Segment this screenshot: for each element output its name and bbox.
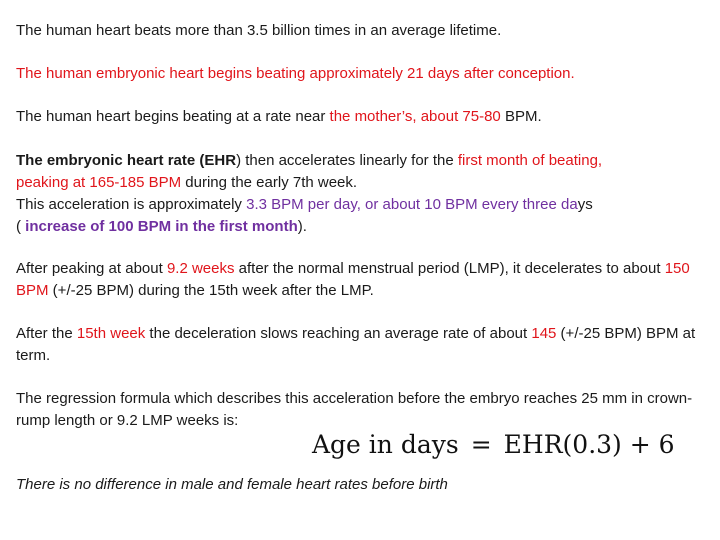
paragraph-heart-beats-lifetime	[16, 20, 706, 42]
text: After the	[16, 325, 77, 342]
formula-lhs: Age in days	[312, 430, 459, 459]
text: (+/-25 BPM) BPM at term.	[16, 325, 696, 364]
text: BPM.	[500, 108, 542, 125]
text: After peaking at about	[16, 260, 167, 277]
highlight-first-month: first month of beating,	[457, 152, 603, 169]
regression-formula	[312, 428, 712, 462]
paragraph-term-rate	[16, 323, 706, 367]
text: ys	[577, 196, 593, 213]
text: during the early 7th week.	[181, 174, 358, 191]
highlight-145: 145	[531, 325, 557, 342]
paragraph-deceleration	[16, 258, 706, 302]
highlight-150-bpm: 150 BPM	[16, 260, 690, 299]
highlight-mother-rate: the mother’s, about 75-80	[329, 108, 501, 125]
bold-ehr-term: The embryonic heart rate (EHR	[16, 152, 237, 169]
text: The regression formula which describes this acceleration before the embryo reaches 25 mm in crown-rump length or 9.2 LMP weeks is:	[16, 390, 693, 429]
text: The human embryonic heart begins beating approximately 21 days after conception.	[16, 65, 575, 82]
text: (	[16, 218, 26, 235]
text: ) then accelerates linearly for the	[236, 152, 458, 169]
highlight-peak-weeks: 9.2 weeks	[166, 260, 235, 277]
text: after the normal menstrual period (LMP), it decelerates to about	[234, 260, 665, 277]
text: There is no difference in male and female heart rates before birth	[16, 476, 448, 493]
highlight-15th-week: 15th week	[76, 325, 146, 342]
text: This acceleration is approximately	[16, 196, 247, 213]
paragraph-regression	[16, 388, 706, 432]
text: the deceleration slows reaching an average rate of about	[145, 325, 532, 342]
text: The human heart begins beating at a rate near	[16, 108, 330, 125]
paragraph-embryonic-start	[16, 63, 706, 85]
highlight-acceleration-rate: 3.3 BPM per day, or about 10 BPM every three da	[246, 196, 578, 213]
formula-equals: =	[470, 430, 492, 459]
paragraph-ehr-acceleration	[16, 150, 706, 238]
text: The human heart beats more than 3.5 billion times in an average lifetime.	[16, 22, 502, 39]
formula-rhs: EHR(0.3) + 6	[503, 430, 675, 459]
highlight-increase: increase of 100 BPM in the first month	[25, 218, 298, 235]
text: (+/-25 BPM) during the 15th week after the LMP.	[48, 282, 374, 299]
paragraph-no-difference	[16, 474, 706, 496]
highlight-peak-rate: peaking at 165-185 BPM	[16, 174, 182, 191]
paragraph-initial-rate	[16, 106, 706, 128]
text: ).	[297, 218, 307, 235]
